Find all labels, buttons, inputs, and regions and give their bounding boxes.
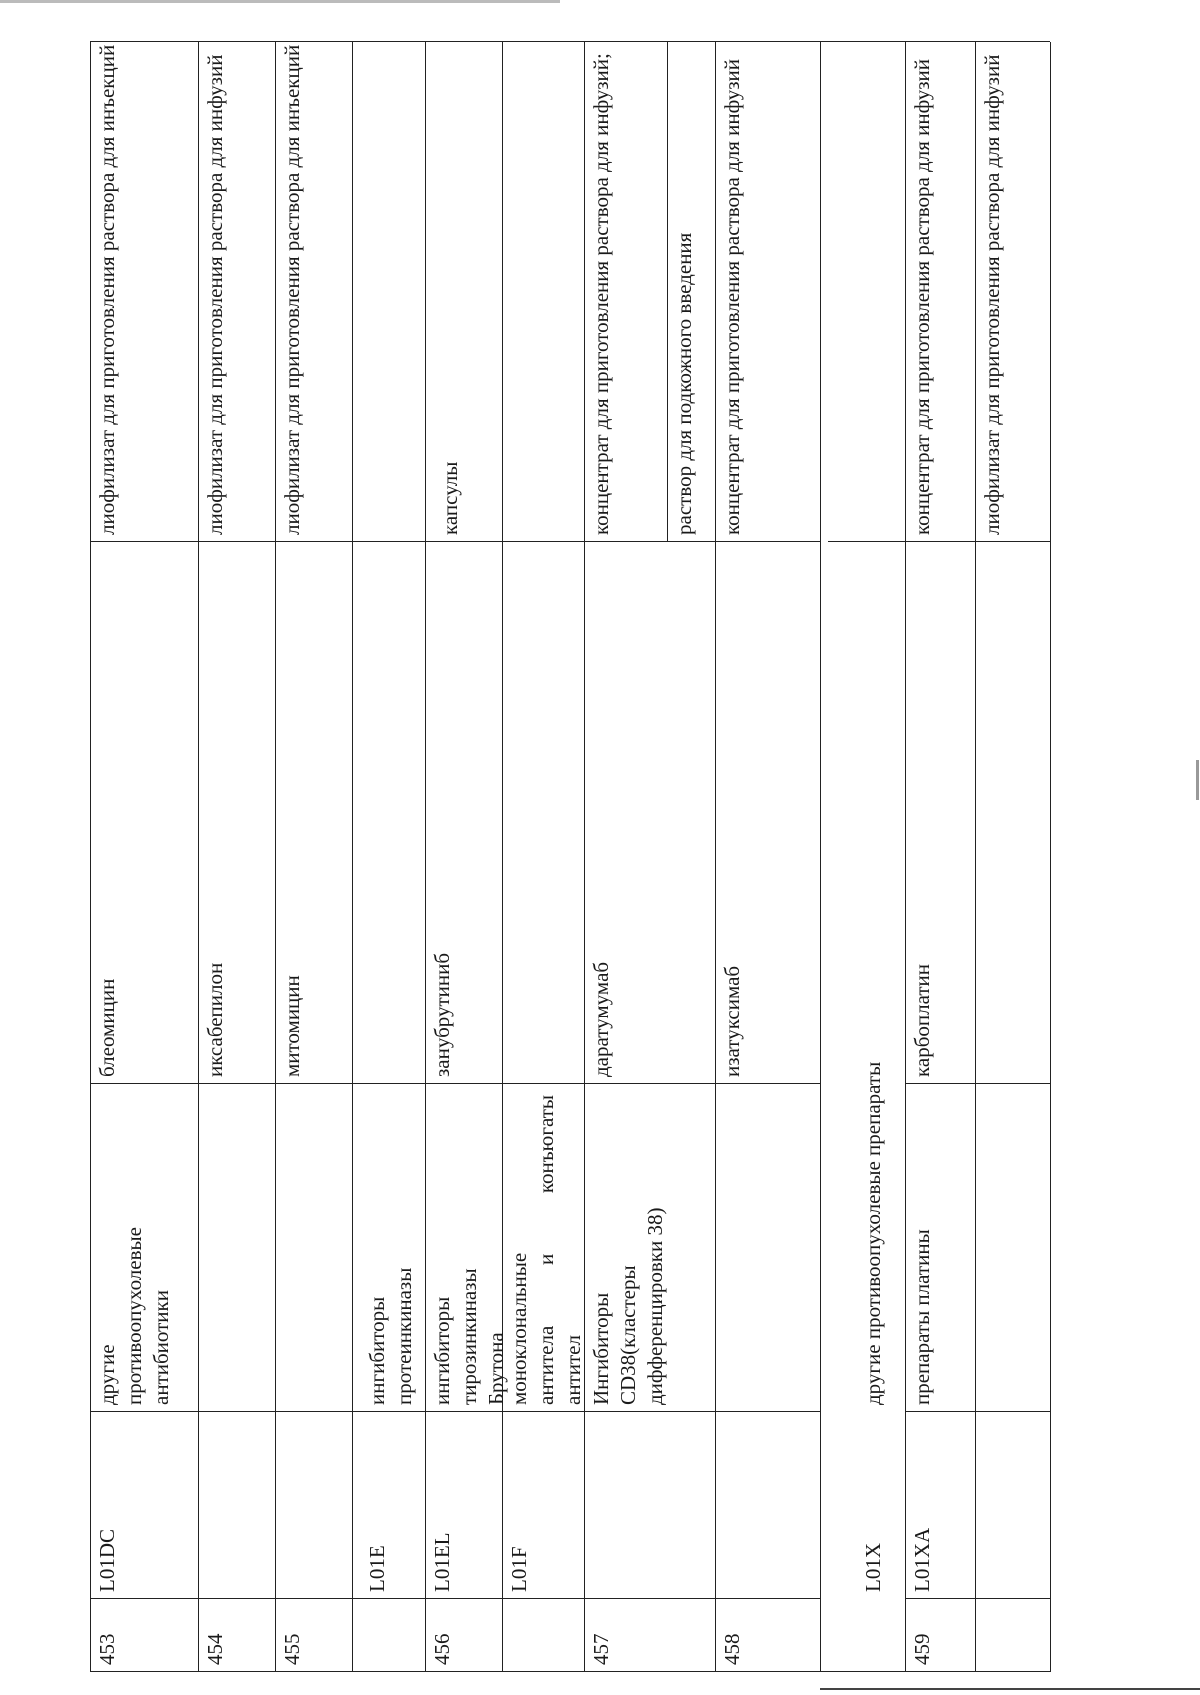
dosage-form: капсулы [438,461,462,535]
drug-name: занубрутиниб [430,952,454,1077]
pharm-group: ингибиторы тирозинкиназы Брутона [430,1268,508,1405]
atc-code: L01F [507,1546,531,1592]
drug-name: блеомицин [95,978,119,1077]
pharm-group: ингибиторы протеинкиназы [365,1267,416,1405]
pharm-group: Ингибиторы CD38(кластеры дифференцировки 38) [589,1207,667,1405]
dosage-form: концентрат для приготовления раствора для инфузий [720,59,744,535]
drug-name: даратумумаб [589,961,613,1077]
dosage-form: концентрат для приготовления раствора для инфузий [910,59,934,535]
scan-edge-right [1196,760,1199,800]
row-number: 454 [203,1633,227,1665]
group-justified-line: антитела и конъюгаты [534,1094,558,1405]
pharm-group: препараты платины [910,1229,934,1405]
drug-list-table [90,42,1053,1672]
row-number: 456 [430,1633,454,1665]
dosage-form: лиофилизат для приготовления раствора для инфузий [203,54,227,535]
scan-edge-top [0,0,560,3]
atc-code: L01DC [95,1529,119,1592]
atc-code: L01XA [910,1527,934,1592]
table-border-bottom [1050,42,1051,1672]
dosage-form: концентрат для приготовления раствора для инфузий; [589,53,613,535]
dosage-form-2: лиофилизат для приготовления раствора для инфузий [980,54,1004,535]
drug-name: карбоплатин [910,963,934,1077]
drug-name: изатуксимаб [720,965,744,1077]
pharm-group: моноклональные антитела и конъюгаты антител [507,1094,585,1405]
row-number: 459 [910,1633,934,1665]
atc-code: L01E [365,1545,389,1592]
row-number: 455 [280,1633,304,1665]
atc-code: L01X [861,1543,885,1592]
dosage-form-2: раствор для подкожного введения [672,232,696,535]
pharm-group: другие противоопухолевые препараты [861,1061,885,1405]
row-number: 457 [589,1633,613,1665]
scan-edge-bottom [820,1688,1200,1690]
row-number: 458 [720,1633,744,1665]
dosage-form: лиофилизат для приготовления раствора для инъекций [280,44,304,535]
dosage-form: лиофилизат для приготовления раствора для инъекций [95,44,119,535]
row-number: 453 [95,1633,119,1665]
atc-code: L01EL [430,1532,454,1592]
drug-name: иксабепилон [203,962,227,1077]
col-separator [828,541,1050,542]
drug-name: митомицин [280,975,304,1077]
pharm-group: другие противоопухолевые антибиотики [95,1227,173,1405]
